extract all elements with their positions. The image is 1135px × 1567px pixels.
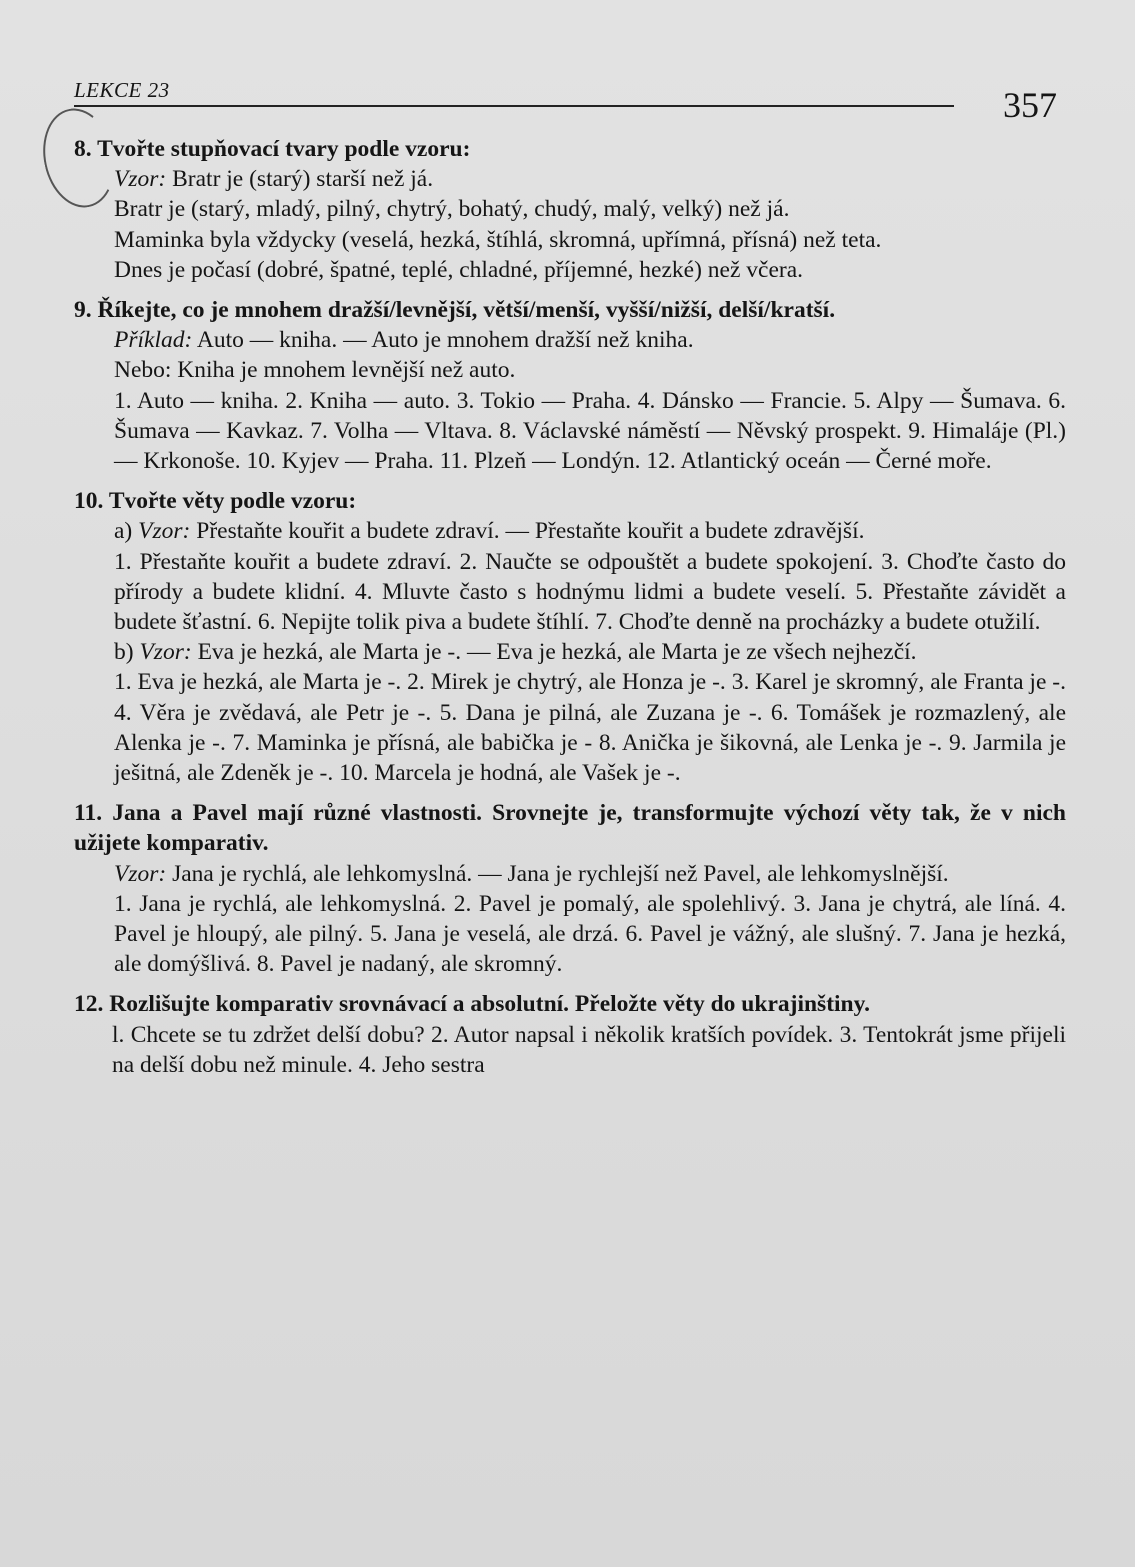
label-vzor: Vzor: bbox=[114, 860, 167, 887]
exercise-12 bbox=[74, 989, 1066, 1080]
exercise-8 bbox=[74, 134, 1066, 285]
label-vzor: Vzor: bbox=[114, 166, 167, 193]
exercise-title: 8. Tvořte stupňovací tvary podle vzoru: bbox=[74, 136, 471, 162]
exercise-title: 12. Rozlišujte komparativ srovnávací a absolutní. Přeložte věty do ukrajinštiny. bbox=[74, 991, 870, 1018]
label-vzor: Vzor: bbox=[139, 639, 192, 666]
line-text: Jana je rychlá, ale lehkomyslná. — Jana je rychlejší než Pavel, ale lehkomyslnější. bbox=[166, 860, 949, 887]
exercise-line: 1. Auto — kniha. 2. Kniha — auto. 3. Tokio — Praha. 4. Dánsko — Francie. 5. Alpy — Šumava. 6. Šumava — Kavkaz. 7. Volha — Vltava. 8. Václavské náměstí — Něvský prospekt. 9. Himaláje (Pl.) — Krkonoše. 10. Kyjev — Praha. 11. Plzeň — Londýn. 12. Atlantický oceán — Černé moře. bbox=[114, 387, 1066, 475]
exercise-line: l. Chcete se tu zdržet delší dobu? 2. Autor napsal i několik kratších povídek. 3. Tentokrát jsme přijeli na delší dobu než minule. 4. Jeho sestra bbox=[112, 1021, 1066, 1078]
exercise-9 bbox=[74, 295, 1066, 476]
exercise-line: Nebo: Kniha je mnohem levnější než auto. bbox=[114, 357, 516, 384]
lesson-title: LEKCE 23 bbox=[74, 78, 170, 102]
header-rule bbox=[74, 105, 954, 107]
sub-label: b) bbox=[114, 639, 140, 666]
sub-label: a) bbox=[114, 518, 139, 545]
line-text: Přestaňte kouřit a budete zdraví. — Přestaňte kouřit a budete zdravější. bbox=[190, 518, 865, 545]
exercise-title: 10. Tvořte věty podle vzoru: bbox=[74, 488, 357, 515]
exercise-line: Dnes je počasí (dobré, špatné, teplé, chladné, příjemné, hezké) než včera. bbox=[114, 256, 804, 283]
exercise-title: 11. Jana a Pavel mají různé vlastnosti. Srovnejte je, transformujte výchozí věty tak, že v nich užijete komparativ. bbox=[74, 800, 1066, 857]
exercise-10 bbox=[74, 486, 1066, 788]
exercise-line bbox=[114, 164, 1066, 194]
exercise-line bbox=[114, 516, 1066, 546]
line-text: Eva je hezká, ale Marta je -. — Eva je hezká, ale Marta je ze všech nejhezčí. bbox=[191, 639, 917, 666]
exercise-11 bbox=[74, 798, 1066, 979]
exercise-line: 1. Eva je hezká, ale Marta je -. 2. Mirek je chytrý, ale Honza je -. 3. Karel je skromný, ale Franta je -. 4. Věra je zvědavá, ale Petr je -. 5. Dana je pilná, ale Zuzana je -. 6. Tomášek je rozmazlený, ale Alenka je -. 7. Maminka je přísná, ale babička je - 8. Anička je šikovná, ale Lenka je -. 9. Jarmila je ješitná, ale Zdeněk je -. 10. Marcela je hodná, ale Vašek je -. bbox=[114, 669, 1066, 787]
exercise-line: Bratr je (starý, mladý, pilný, chytrý, bohatý, chudý, malý, velký) než já. bbox=[114, 196, 790, 223]
line-text: Auto — kniha. — Auto je mnohem dražší než kniha. bbox=[192, 327, 694, 354]
exercise-line: 1. Jana je rychlá, ale lehkomyslná. 2. Pavel je pomalý, ale spolehlivý. 3. Jana je chytrá, ale líná. 4. Pavel je hloupý, ale pilný. 5. Jana je veselá, ale drzá. 6. Pavel je vážný, ale slušný. 7. Jana je hezká, ale domýšlivá. 8. Pavel je nadaný, ale skromný. bbox=[114, 890, 1066, 978]
label-vzor: Vzor: bbox=[138, 518, 191, 545]
page-number: 357 bbox=[1003, 85, 1057, 125]
exercise-line bbox=[114, 637, 1066, 667]
line-text: Bratr je (starý) starší než já. bbox=[166, 166, 434, 193]
exercise-line bbox=[114, 859, 1066, 889]
exercise-list bbox=[74, 134, 1066, 1090]
exercise-title: 9. Říkejte, co je mnohem dražší/levnější, větší/menší, vyšší/nižší, delší/kratší. bbox=[74, 297, 836, 324]
label-priklad: Příklad: bbox=[114, 327, 193, 354]
exercise-line bbox=[114, 325, 1066, 355]
page-header bbox=[74, 78, 1059, 125]
exercise-line: 1. Přestaňte kouřit a budete zdraví. 2. Naučte se odpouštět a budete spokojení. 3. Choďte často do přírody a budete klidní. 4. Mluvte často s hodnýmu lidmi a budete veselí. 5. Přestaňte závidět a budete šťastní. 6. Nepijte tolik piva a budete štíhlí. 7. Choďte denně na procházky a budete otužilí. bbox=[114, 548, 1066, 636]
exercise-line: Maminka byla vždycky (veselá, hezká, štíhlá, skromná, upřímná, přísná) než teta. bbox=[114, 226, 882, 253]
